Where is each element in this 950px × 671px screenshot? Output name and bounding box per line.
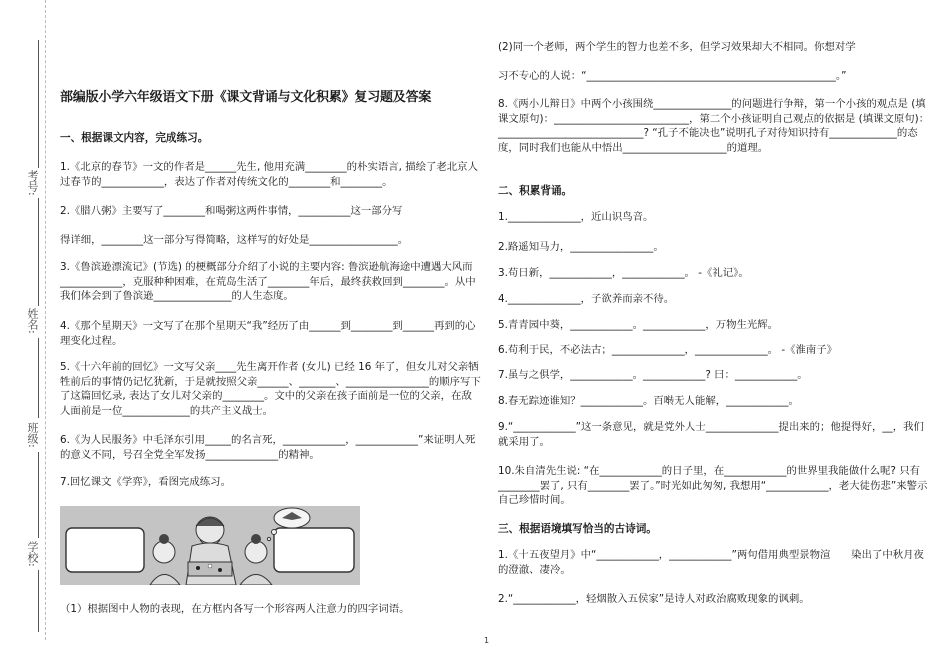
question-3: 3.《鲁滨逊漂流记》(节选) 的梗概部分介绍了小说的主要内容: 鲁滨逊航海途中遭遇大风而____________，克服种种困难，在荒岛生活了________年后，最终获救回到________。从中我们体会到了鲁滨逊_______________的人生态度。 — [60, 261, 476, 302]
question-7: 7.回忆课文《学弈》，看图完成练习。 — [60, 476, 231, 488]
xueyi-illustration-drawing — [60, 506, 360, 585]
exam-no-label: 考号: — [26, 170, 39, 196]
page-number: 1 — [484, 636, 490, 645]
question-8: 8.《两小儿辩日》中两个小孩围绕_______________的问题进行争辩，第一个小孩的观点是 (填课文原句)：__________________________，第二个小孩证明自己观点的依据是 (填课文原句)：____________________________? “孔子不能决也”说明孔子对待知识持有_____________的态度，同时我们也能从中悟出____________________的道理。 — [498, 98, 930, 154]
question-7-2-line-2: 习不专心的人说：“________________________________________________。” — [498, 70, 847, 82]
recite-item-7: 7.虽与之俱学，____________。____________? 曰：____________。 — [498, 369, 808, 381]
fold-line — [45, 0, 46, 640]
recite-item-5: 5.青青园中葵，____________。____________，万物生光辉。 — [498, 319, 779, 331]
question-2-line-2: 得详细，________这一部分写得简略，这样写的好处是_________________。 — [60, 234, 409, 246]
question-7-1: （1）根据图中人物的表现，在方框内各写一个形容两人注意力的四字词语。 — [60, 603, 410, 615]
name-label: 姓名: — [26, 308, 39, 334]
school-line-bottom — [38, 570, 39, 632]
recite-item-6: 6.苟利于民，不必法古；______________，______________。 -《淮南子》 — [498, 344, 838, 356]
recite-item-3: 3.苟日新，____________，____________。 -《礼记》。 — [498, 267, 749, 279]
recite-item-1: 1.______________，近山识鸟音。 — [498, 211, 654, 223]
left-column — [60, 0, 481, 641]
question-2-line-1: 2.《腊八粥》主要写了________和喝粥这两件事情，__________这一部分写 — [60, 205, 403, 217]
poem-item-2: 2.“____________，轻烟散入五侯家”是诗人对政治腐败现象的讽刺。 — [498, 593, 810, 605]
recite-item-2: 2.路遥知马力，________________。 — [498, 241, 664, 253]
right-column — [498, 0, 930, 641]
question-5: 5.《十六年前的回忆》一文写父亲____先生离开作者 (女儿) 已经 16 年了，但女儿对父亲牺牲前后的事情仍记忆犹新，于是就按照父亲______、_______、________________的顺序写下了这篇回忆录, 表达了女儿对父亲的________。文中的父亲在孩子面前是一位的父亲，在敌人面前是一位_____________的共产主义战士。 — [60, 361, 481, 417]
question-1: 1.《北京的春节》一文的作者是______先生, 他用充满________的朴实语言, 描绘了老北京人过春节的____________，表达了作者对传统文化的________和________。 — [60, 161, 478, 188]
question-6: 6.《为人民服务》中毛泽东引用_____的名言死，____________，____________”来证明人死的意义不同，号召全党全军发扬______________的精神。 — [60, 434, 476, 461]
recite-item-9: 9.“____________”这一条意见，就是党外人士______________提出来的；他提得好，__，我们就采用了。 — [498, 421, 924, 448]
class-label: 班级: — [26, 422, 39, 448]
section-2-heading: 二、积累背诵。 — [498, 185, 573, 197]
question-4: 4.《那个星期天》一文写了在那个星期天“我”经历了由______到________到______再到的心理变化过程。 — [60, 320, 476, 347]
xueyi-illustration — [60, 506, 360, 585]
name-line — [38, 198, 39, 306]
section-1-heading: 一、根据课文内容，完成练习。 — [60, 132, 209, 144]
section-3-heading: 三、根据语境填写恰当的古诗词。 — [498, 523, 657, 535]
recite-item-8: 8.春无踪迹谁知？____________。百啭无人能解，____________。 — [498, 395, 799, 407]
question-7-2-line-1: (2)同一个老师，两个学生的智力也差不多，但学习效果却大不相同。你想对学 — [498, 41, 856, 53]
poem-item-1: 1.《十五夜望月》中“____________，____________”两句借用典型景物渲 染出了中秋月夜的澄澈、凄冷。 — [498, 549, 924, 576]
page-title: 部编版小学六年级语文下册《课文背诵与文化积累》复习题及答案 — [60, 90, 432, 105]
school-label: 学校: — [26, 541, 39, 567]
school-line — [38, 452, 39, 538]
recite-item-4: 4.______________，子欲养而亲不待。 — [498, 293, 675, 305]
class-line — [38, 338, 39, 418]
binding-margin — [0, 0, 62, 671]
exam-no-line — [38, 40, 39, 168]
recite-item-10: 10.朱自清先生说: “在____________的日子里，在____________的世界里我能做什么呢? 只有________罢了, 只有________罢了。”时光如此匆匆, 我想用“____________，老大徒伤悲”来警示自己珍惜时间。 — [498, 465, 928, 506]
